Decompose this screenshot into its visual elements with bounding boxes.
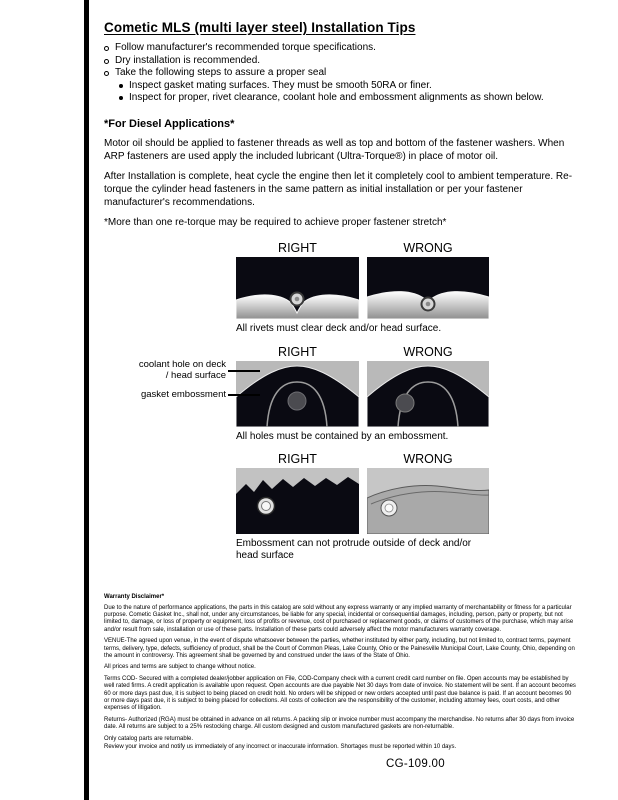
diagram-embossment-wrong-image <box>367 468 489 534</box>
left-border-bar <box>84 0 89 800</box>
legal-section <box>104 594 576 752</box>
diesel-paragraph-1: Motor oil should be applied to fastener threads as well as top and bottom of the fastener washers. When ARP fasteners are used apply the included lubricant (Ultra-Torque®) in place of motor oil. <box>104 137 565 162</box>
coolant-hole-icon <box>396 394 414 412</box>
sub-tip-text: Inspect for proper, rivet clearance, coolant hole and embossment alignments as shown below. <box>129 92 544 103</box>
sub-tip-item <box>119 92 582 105</box>
legal-paragraph: Only catalog parts are returnable. <box>104 735 194 742</box>
legal-paragraph: Due to the nature of performance applications, the parts in this catalog are sold without any express warranty or any implied warranty of merchantability or fitness for a particular purpose. Cometic Gasket Inc., shall not, under any circumstances, be liable for any special, incidental or consequential damages, including, person, party or property, but not limited to, damage, or loss of property or equipment, loss of profits or revenue, cost of purchased or replacement goods, or claims of customers of the purchase, which may arise and/or result from sale, installation or use of these parts. Installation of these parts could adversely affect the motor manufacturers warranty coverage. <box>104 604 574 633</box>
diagram-row-rivets <box>236 241 489 335</box>
diagram-caption: Embossment can not protrude outside of deck and/or head surface <box>236 537 472 561</box>
diagrams-section <box>104 241 582 562</box>
bolt-hole-inner-icon <box>385 504 393 512</box>
content-area <box>104 20 582 755</box>
page-title: Cometic MLS (multi layer steel) Installation Tips <box>104 20 416 35</box>
sub-tip-text: Inspect gasket mating surfaces. They must be smooth 50RA or finer. <box>129 79 432 91</box>
legal-paragraph: VENUE-The agreed upon venue, in the event of dispute whatsoever between the parties, whether instituted by either party, including, but not limited to, contract terms, payment terms, delivery, type, defects, sufficiency of product, shall be the Court of Common Pleas, Lake County, Ohio or the Painesville Municipal Court, Lake County, Ohio, depending on the amount in controversy. This agreement shall be governed by and construed under the laws of the State of Ohio. <box>104 638 575 659</box>
bolt-hole-inner-icon <box>262 501 271 510</box>
diesel-applications-heading: *For Diesel Applications* <box>104 117 235 130</box>
wrong-label: WRONG <box>403 240 453 255</box>
callout-coolant-hole-label: coolant hole on deck / head surface <box>138 358 226 381</box>
coolant-hole-icon <box>288 392 306 410</box>
diesel-paragraph-2: After Installation is complete, heat cycle the engine then let it completely cool to ambient temperature. Re-torque the cylinder head fasteners in the same pattern as initial installation or per your fastener manufacturer's recommendations. <box>104 170 573 208</box>
retorque-note: *More than one re-torque may be required to achieve proper fastener stretch* <box>104 216 447 228</box>
callout-gasket-embossment-label: gasket embossment <box>140 388 226 400</box>
diagram-headers <box>236 452 489 466</box>
warranty-disclaimer-heading: Warranty Disclaimer* <box>104 593 165 600</box>
sub-tips-list <box>119 80 582 105</box>
diagram-images <box>236 468 489 534</box>
tip-text: Follow manufacturer's recommended torque specifications. <box>115 42 376 53</box>
wrong-label: WRONG <box>403 344 453 359</box>
rivet-center-icon <box>295 296 300 301</box>
tips-list <box>104 42 582 80</box>
diagram-row-holes <box>138 344 489 443</box>
diagram-caption: All holes must be contained by an embossment. <box>236 430 449 442</box>
diagram-images <box>236 361 489 427</box>
diagram-rivets-wrong-image <box>367 257 489 319</box>
diagram-holes-wrong-image <box>367 361 489 427</box>
callout-coolant-hole-line <box>228 370 260 372</box>
diagram-headers <box>236 241 489 255</box>
diagram-headers <box>236 345 489 359</box>
diagram-embossment-right-image <box>236 468 359 534</box>
right-label: RIGHT <box>278 451 317 466</box>
rivet-center-icon <box>426 301 431 306</box>
doc-number: CG-109.00 <box>386 758 445 770</box>
diagram-row-embossment <box>236 452 489 562</box>
diagram-caption: All rivets must clear deck and/or head surface. <box>236 322 442 334</box>
tip-text: Dry installation is recommended. <box>115 54 261 66</box>
tip-text: Take the following steps to assure a proper seal <box>115 67 327 78</box>
tip-item <box>104 67 582 80</box>
disc-bullet-icon <box>119 96 123 100</box>
legal-paragraph: Terms COD- Secured with a completed dealer/jobber application on File, COD-Company check with a current credit card number on file. Open accounts may be established by well rated firms. A credit application is available upon request. Open accounts are due payable Net 30 days from date of invoice. No statement will be sent. If an account becomes 60 or more days past due, it is subject to being placed on credit hold. No orders will be shipped or new orders accepted until past due balance is paid. If an account becomes 90 or more days past due, it is subject to being placed for collections. All costs of collection are the responsibility of the customer, including attorney fees, court costs, and other expenses of litigation. <box>104 675 576 712</box>
diagram-rivets-right-image <box>236 257 359 319</box>
right-label: RIGHT <box>278 240 317 255</box>
circle-bullet-icon <box>104 46 109 51</box>
diagram-images <box>236 257 489 319</box>
callout-gasket-embossment-line <box>228 394 260 396</box>
circle-bullet-icon <box>104 71 109 76</box>
wrong-label: WRONG <box>403 451 453 466</box>
tip-item <box>104 55 582 68</box>
circle-bullet-icon <box>104 59 109 64</box>
sub-tip-item <box>119 80 582 93</box>
tip-item <box>104 42 582 55</box>
legal-paragraph: All prices and terms are subject to change without notice. <box>104 664 256 671</box>
legal-paragraph: Returns- Authorized (RGA) must be obtained in advance on all returns. A packing slip or invoice number must accompany the merchandise. No returns after 30 days from invoice date. All returns are subject to a 25% restocking charge. All custom designed and custom manufactured gaskets are non-returnable. <box>104 716 575 731</box>
legal-paragraph: Review your invoice and notify us immediately of any incorrect or inaccurate information. Shortages must be reported within 10 days. <box>104 744 457 750</box>
disc-bullet-icon <box>119 84 123 88</box>
right-label: RIGHT <box>278 344 317 359</box>
